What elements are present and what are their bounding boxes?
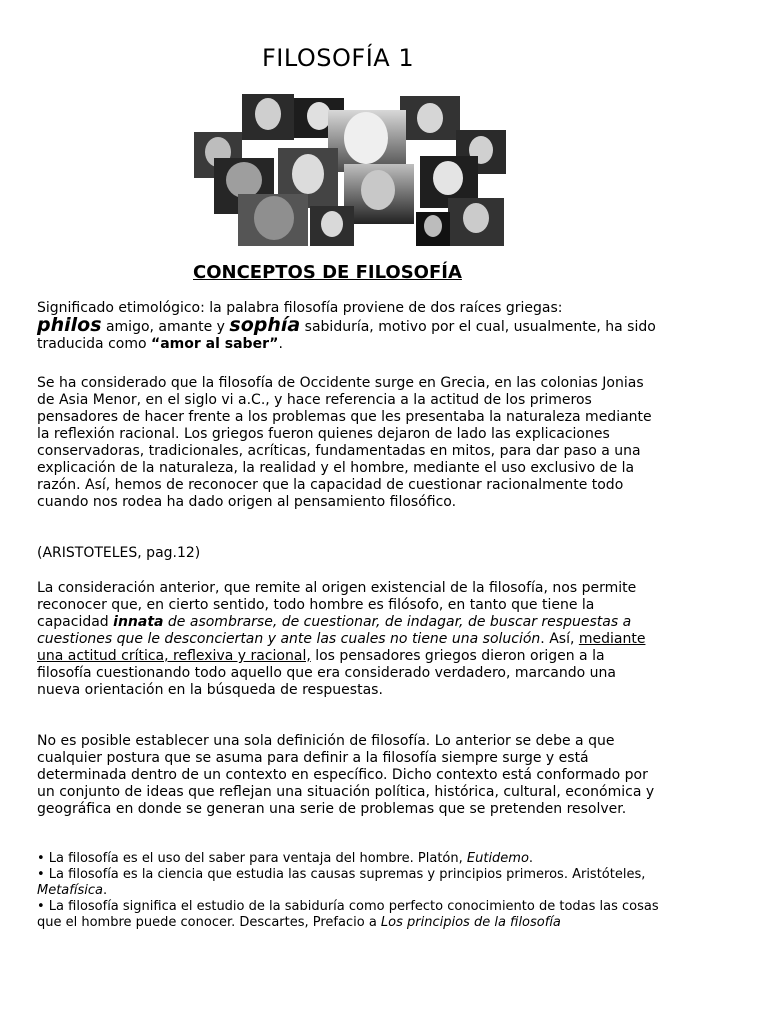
citation: (ARISTOTELES, pag.12) (37, 545, 201, 561)
list-item (37, 851, 662, 867)
list-item-end: . (102, 883, 108, 898)
list-item-text: • La filosofía significa el estudio de la sabiduría como perfecto conocimiento de todas las cosas que el hombre puede conocer. Descartes, Prefacio a (37, 899, 659, 930)
list-item-work: Los principios de la filosofía (380, 915, 561, 930)
term-philos: philos (37, 314, 102, 336)
underlined-phrase: mediante una actitud crítica, reflexiva y racional, (37, 631, 646, 664)
origin-paragraph: Se ha considerado que la filosofía de Occidente surge en Grecia, en las colonias Jonias de Asia Menor, en el siglo vi a.C., y hace referencia a la actitud de los primeros pensadores de hacer frente a los problemas que les presentaba la naturaleza mediante la reflexión racional. Los griegos fueron quienes dejaron de lado las explicaciones conservadoras, tradicionales, acríticas, fundamentadas en mitos, para dar paso a una explicación de la naturaleza, la realidad y el hombre, mediante el uso exclusivo de la razón. Así, hemos de reconocer que la capacidad de cuestionar racionalmente todo cuando nos rodea ha dado origen al pensamiento filosófico. (37, 375, 652, 510)
definitions-list (37, 851, 662, 931)
list-item-end: . (528, 851, 534, 866)
etymology-text: amigo, amante y (101, 319, 230, 335)
definition-paragraph: No es posible establecer una sola definición de filosofía. Lo anterior se debe a que cualquier postura que se asuma para definir a la filosofía siempre surge y está determinada dentro de un contexto en específico. Dicho contexto está conformado por un conjunto de ideas que reflejan una situación política, histórica, cultural, económica y geográfica en donde se generan una serie de problemas que se pretenden resolver. (37, 733, 655, 817)
etymology-text: sabiduría, motivo por el cual, usualmente, ha sido traducida como (37, 319, 656, 352)
consideration-paragraph (37, 580, 662, 699)
list-item (37, 867, 662, 899)
consideration-text: . Así, (540, 631, 579, 647)
etymology-paragraph (37, 300, 662, 353)
term-sophia: sophía (229, 314, 301, 336)
consideration-text: La consideración anterior, que remite al origen existencial de la filosofía, nos permite reconocer que, en cierto sentido, todo hombre es filósofo, en tanto que tiene la capacidad (37, 580, 637, 630)
etymology-end: . (278, 336, 283, 352)
document-title: FILOSOFÍA 1 (262, 44, 415, 72)
innata-word: innata (113, 614, 164, 630)
list-item-work: Metafísica (37, 883, 103, 898)
consideration-text: los pensadores griegos dieron origen a la filosofía cuestionando todo aquello que era considerado verdadero, marcando una nueva orientación en la búsqueda de respuestas. (37, 648, 616, 698)
list-item-text: • La filosofía es la ciencia que estudia las causas supremas y principios primeros. Aristóteles, (37, 867, 646, 882)
philosophers-photo-collage (194, 94, 506, 246)
list-item-text: • La filosofía es el uso del saber para ventaja del hombre. Platón, (37, 851, 467, 866)
etymology-intro: Significado etimológico: la palabra filosofía proviene de dos raíces griegas: (37, 300, 563, 316)
amor-al-saber: “amor al saber” (151, 336, 279, 352)
list-item (37, 899, 662, 931)
list-item-work: Eutidemo (466, 851, 529, 866)
consideration-italic: de asombrarse, de cuestionar, de indagar, de buscar respuestas a cuestiones que le desconciertan y ante las cuales no tiene una solución (37, 614, 632, 647)
section-heading: CONCEPTOS DE FILOSOFÍA (193, 262, 462, 283)
